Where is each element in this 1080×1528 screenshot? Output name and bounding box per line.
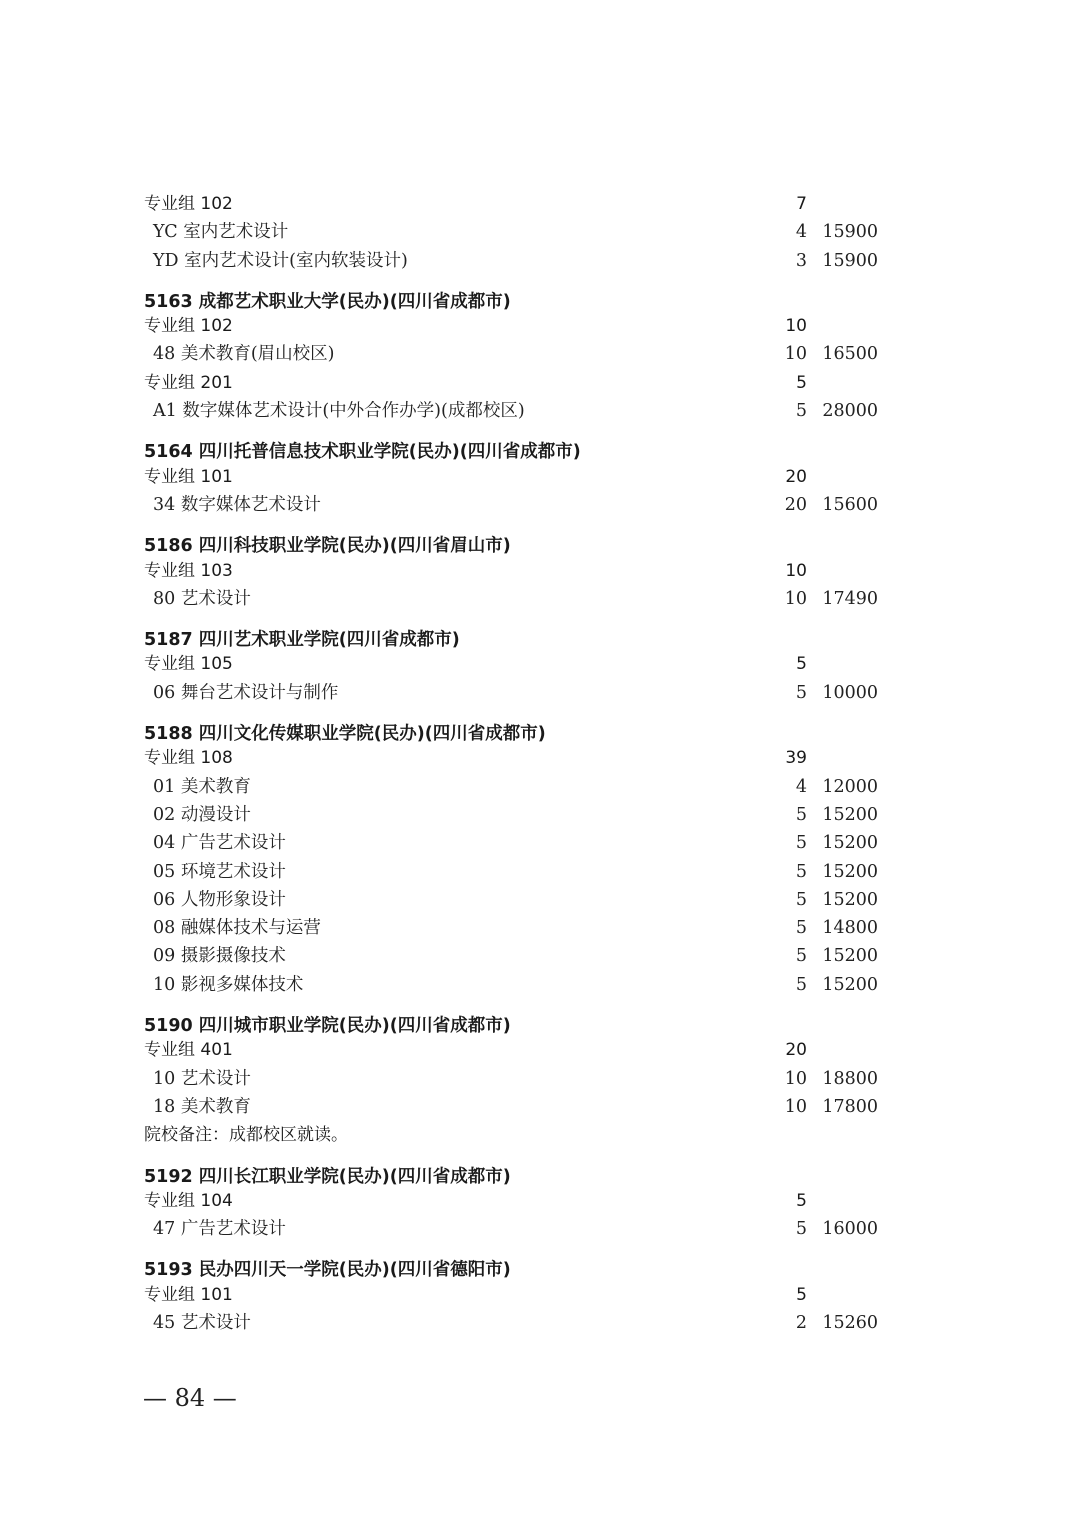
major-row	[0, 1065, 1080, 1093]
school-name: 5192 四川长江职业学院(民办)(四川省成都市)	[144, 1166, 511, 1187]
major-fee: 16000	[822, 1219, 878, 1240]
group-row	[0, 557, 1080, 585]
school-header	[0, 999, 1080, 1036]
school-header	[0, 425, 1080, 462]
group-label: 专业组 101	[144, 466, 233, 487]
major-name: 06 舞台艺术设计与制作	[153, 682, 339, 703]
group-row	[0, 190, 1080, 218]
group-quota: 10	[785, 560, 807, 581]
group-label: 专业组 104	[144, 1190, 233, 1211]
major-row	[0, 1309, 1080, 1337]
major-name: 10 影视多媒体技术	[153, 974, 304, 995]
school-name: 5163 成都艺术职业大学(民办)(四川省成都市)	[144, 291, 511, 312]
school-header	[0, 1243, 1080, 1280]
group-label: 专业组 105	[144, 654, 233, 675]
major-fee: 17800	[822, 1096, 878, 1117]
major-fee: 15600	[822, 494, 878, 515]
major-name: 08 融媒体技术与运营	[153, 918, 321, 939]
major-fee: 10000	[822, 682, 878, 703]
page-number: — 84 —	[143, 1384, 237, 1412]
major-fee: 15900	[822, 222, 878, 243]
major-quota: 10	[784, 1096, 807, 1117]
school-header	[0, 275, 1080, 312]
major-row	[0, 858, 1080, 886]
major-name: 05 环境艺术设计	[153, 861, 286, 882]
admission-plan-table	[0, 190, 1080, 1337]
major-row	[0, 340, 1080, 368]
school-header	[0, 613, 1080, 650]
major-name: 01 美术教育	[153, 776, 251, 797]
major-quota: 5	[795, 861, 807, 882]
major-quota: 5	[795, 401, 807, 422]
major-row	[0, 829, 1080, 857]
major-row	[0, 218, 1080, 246]
major-quota: 5	[795, 804, 807, 825]
major-row	[0, 679, 1080, 707]
group-label: 专业组 101	[144, 1284, 233, 1305]
note-content	[144, 1121, 348, 1149]
major-name: 45 艺术设计	[153, 1312, 251, 1333]
school-name: 5190 四川城市职业学院(民办)(四川省成都市)	[144, 1016, 511, 1037]
major-quota: 5	[795, 682, 807, 703]
major-name: 02 动漫设计	[153, 804, 251, 825]
school-name: 5188 四川文化传媒职业学院(民办)(四川省成都市)	[144, 724, 546, 745]
group-quota: 5	[796, 372, 807, 393]
major-name: 06 人物形象设计	[153, 889, 286, 910]
school-header	[0, 707, 1080, 744]
group-label: 专业组 108	[144, 748, 233, 769]
major-fee: 15260	[822, 1312, 878, 1333]
major-fee: 15200	[822, 861, 878, 882]
major-quota: 5	[795, 946, 807, 967]
major-quota: 5	[795, 833, 807, 854]
major-fee: 15900	[822, 250, 878, 271]
major-quota: 3	[795, 250, 807, 271]
school-name: 5193 民办四川天一学院(民办)(四川省德阳市)	[144, 1260, 511, 1281]
major-quota: 10	[784, 344, 807, 365]
group-row	[0, 369, 1080, 397]
group-row	[0, 1187, 1080, 1215]
group-quota: 7	[796, 194, 807, 214]
major-row	[0, 914, 1080, 942]
major-fee: 15200	[822, 974, 878, 995]
major-row	[0, 801, 1080, 829]
major-fee: 17490	[822, 588, 878, 609]
major-quota: 5	[795, 1219, 807, 1240]
school-name: 5187 四川艺术职业学院(四川省成都市)	[144, 630, 460, 651]
major-row	[0, 773, 1080, 801]
major-fee: 12000	[822, 776, 878, 797]
major-row	[0, 247, 1080, 275]
group-row	[0, 1281, 1080, 1309]
major-name: YD 室内艺术设计(室内软装设计)	[153, 250, 408, 271]
school-note	[0, 1121, 1080, 1149]
major-quota: 5	[795, 974, 807, 995]
group-row	[0, 463, 1080, 491]
major-name: 48 美术教育(眉山校区)	[153, 344, 335, 365]
major-name: 10 艺术设计	[153, 1068, 251, 1089]
major-name: 47 广告艺术设计	[153, 1219, 286, 1240]
major-fee: 16500	[822, 344, 878, 365]
major-row	[0, 971, 1080, 999]
major-name: 18 美术教育	[153, 1096, 251, 1117]
major-name: 09 摄影摄像技术	[153, 946, 286, 967]
group-row	[0, 312, 1080, 340]
group-label: 专业组 103	[144, 560, 233, 581]
note-text: 成都校区就读。	[229, 1125, 348, 1146]
group-label: 专业组 102	[144, 316, 233, 337]
major-fee: 18800	[822, 1068, 878, 1089]
major-row	[0, 942, 1080, 970]
major-fee: 14800	[822, 918, 878, 939]
group-quota: 20	[785, 466, 807, 487]
note-label: 院校备注：	[144, 1125, 229, 1146]
major-fee: 15200	[822, 804, 878, 825]
major-row	[0, 585, 1080, 613]
major-name: A1 数字媒体艺术设计(中外合作办学)(成都校区)	[153, 401, 525, 422]
major-quota: 10	[784, 1068, 807, 1089]
group-quota: 5	[796, 1190, 807, 1211]
major-quota: 4	[795, 222, 807, 243]
group-quota: 10	[785, 316, 807, 337]
group-row	[0, 744, 1080, 772]
major-fee: 15200	[822, 946, 878, 967]
group-label: 专业组 102	[144, 194, 233, 214]
group-row	[0, 1036, 1080, 1064]
major-fee: 15200	[822, 833, 878, 854]
group-quota: 5	[796, 654, 807, 675]
major-row	[0, 886, 1080, 914]
group-quota: 5	[796, 1284, 807, 1305]
major-name: YC 室内艺术设计	[153, 222, 289, 243]
major-name: 34 数字媒体艺术设计	[153, 494, 321, 515]
group-row	[0, 650, 1080, 678]
major-fee: 15200	[822, 889, 878, 910]
major-name: 04 广告艺术设计	[153, 833, 286, 854]
school-header	[0, 519, 1080, 556]
group-label: 专业组 401	[144, 1040, 233, 1061]
major-row	[0, 491, 1080, 519]
group-label: 专业组 201	[144, 372, 233, 393]
major-row	[0, 1093, 1080, 1121]
major-row	[0, 1215, 1080, 1243]
major-row	[0, 397, 1080, 425]
major-name: 80 艺术设计	[153, 588, 251, 609]
major-quota: 10	[784, 588, 807, 609]
group-quota: 39	[785, 748, 807, 769]
major-quota: 4	[795, 776, 807, 797]
major-quota: 5	[795, 889, 807, 910]
major-quota: 5	[795, 918, 807, 939]
group-quota: 20	[785, 1040, 807, 1061]
school-header	[0, 1150, 1080, 1187]
major-quota: 20	[784, 494, 807, 515]
major-quota: 2	[795, 1312, 807, 1333]
school-name: 5164 四川托普信息技术职业学院(民办)(四川省成都市)	[144, 442, 581, 463]
school-name: 5186 四川科技职业学院(民办)(四川省眉山市)	[144, 536, 511, 557]
major-fee: 28000	[822, 401, 878, 422]
